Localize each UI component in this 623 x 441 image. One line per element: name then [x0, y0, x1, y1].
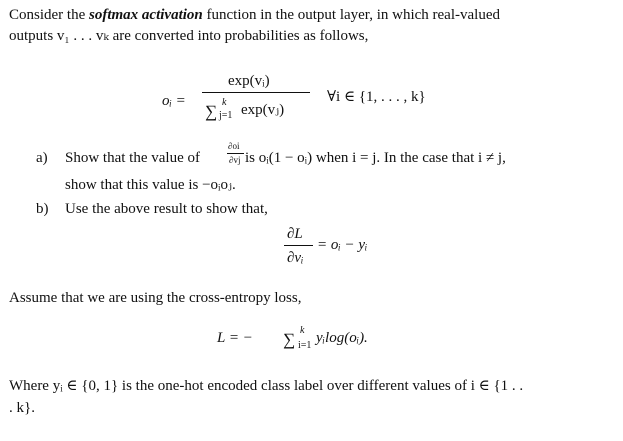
softmax-sum-lower: j=1	[219, 110, 233, 121]
softmax-fraction-bar	[202, 92, 310, 93]
softmax-sum-upper: k	[222, 97, 227, 108]
grad-numerator: ∂L	[287, 226, 303, 242]
cross-entropy-intro: Assume that we are using the cross-entropy loss,	[9, 290, 302, 306]
sum-symbol: ∑	[205, 102, 218, 121]
intro-text-pre: Consider the	[9, 7, 89, 23]
grad-fraction-bar	[284, 245, 313, 246]
softmax-term: softmax activation	[89, 7, 203, 23]
part-a-text-pre: Show that the value of	[65, 150, 200, 166]
grad-denominator: ∂vᵢ	[287, 250, 304, 266]
intro-line-2: outputs v₁ . . . vₖ are converted into probabilities as follows,	[9, 28, 369, 44]
loss-sum-symbol: ∑	[283, 330, 296, 349]
intro-line-1	[9, 8, 500, 23]
loss-lhs: L = −	[217, 330, 253, 346]
loss-sum-upper: k	[300, 325, 305, 336]
loss-tail: yᵢlog(oᵢ).	[316, 330, 368, 346]
loss-sum-lower: i=1	[298, 340, 312, 351]
part-a-marker: a)	[36, 150, 48, 166]
part-a-line-2: show that this value is −oᵢoⱼ.	[65, 177, 236, 193]
footer-line-1: Where yᵢ ∈ {0, 1} is the one-hot encoded class label over different values of i ∈ {1 . .	[9, 378, 524, 394]
part-b-text: Use the above result to show that,	[65, 201, 268, 217]
part-a-fraction-numerator: ∂oi	[228, 141, 240, 151]
footer-line-2: . k}.	[9, 400, 35, 416]
intro-text-post: function in the output layer, in which real-valued	[202, 7, 500, 23]
grad-rhs: = oᵢ − yᵢ	[317, 237, 368, 253]
softmax-numerator: exp(vᵢ)	[228, 73, 270, 89]
part-a-fraction-bar	[227, 153, 244, 154]
softmax-denominator-tail: exp(vⱼ)	[241, 102, 285, 118]
part-a-fraction-denominator: ∂vj	[229, 155, 241, 165]
part-b-marker: b)	[36, 201, 49, 217]
softmax-condition: ∀i ∈ {1, . . . , k}	[327, 89, 426, 105]
part-a-text-post: is oᵢ(1 − oᵢ) when i = j. In the case that i ≠ j,	[245, 150, 506, 166]
softmax-lhs: oᵢ =	[162, 93, 186, 109]
